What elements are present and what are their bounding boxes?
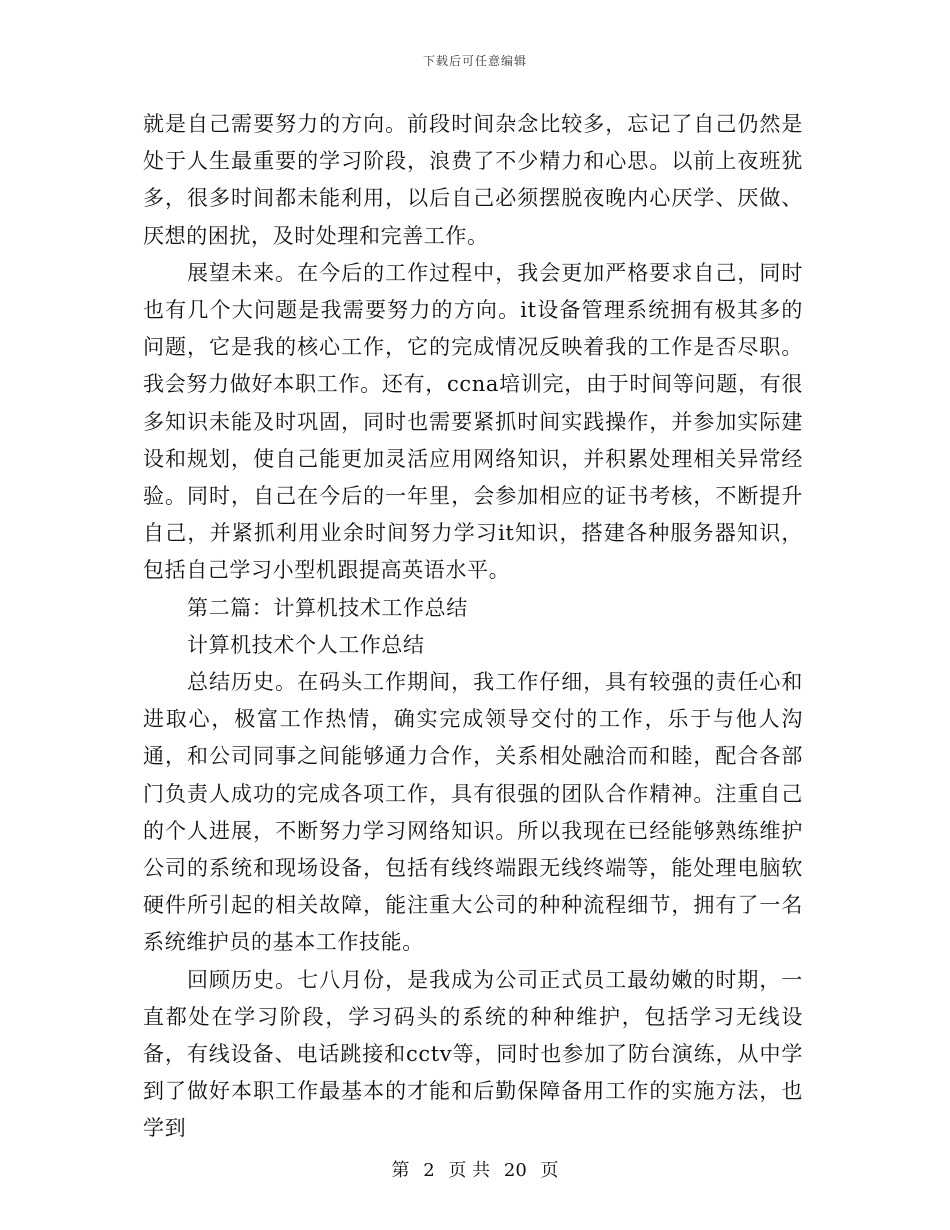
paragraph-3: 总结历史。在码头工作期间，我工作仔细，具有较强的责任心和进取心，极富工作热情，确实完成领导交付的工作，乐于与他人沟通，和公司同事之间能够通力合作，关系相处融洽而和睦，配合各部门负责人成功的完成各项工作，具有很强的团队合作精神。注重自己的个人进展，不断努力学习网络知识。所以我现在已经能够熟练维护公司的系统和现场设备，包括有线终端跟无线终端等，能处理电脑软硬件所引起的相关故障，能注重大公司的种种流程细节，拥有了一名系统维护员的基本工作技能。 — [143, 670, 803, 955]
section-heading: 第二篇：计算机技术工作总结 — [187, 595, 468, 620]
section-subtitle: 计算机技术个人工作总结 — [187, 632, 425, 657]
page-header: 下载后可任意编辑 — [422, 54, 527, 68]
page-footer — [0, 1156, 950, 1182]
paragraph-2: 展望未来。在今后的工作过程中，我会更加严格要求自己，同时也有几个大问题是我需要努力的方向。it设备管理系统拥有极其多的问题，它是我的核心工作，它的完成情况反映着我的工作是否尽职。我会努力做好本职工作。还有，ccna培训完，由于时间等问题，有很多知识未能及时巩固，同时也需要紧抓时间实践操作，并参加实际建设和规划，使自己能更加灵活应用网络知识，并积累处理相关异常经验。同时，自己在今后的一年里，会参加相应的证书考核，不断提升自己，并紧抓利用业余时间努力学习it知识，搭建各种服务器知识，包括自己学习小型机跟提高英语水平。 — [143, 260, 803, 583]
footer-suffix: 页 — [540, 1160, 559, 1181]
document-body — [143, 106, 803, 1148]
footer-middle: 页 共 — [448, 1160, 491, 1181]
paragraph-1: 就是自己需要努力的方向。前段时间杂念比较多，忘记了自己仍然是处于人生最重要的学习阶段，浪费了不少精力和心思。以前上夜班犹多，很多时间都未能利用，以后自己必须摆脱夜晚内心厌学、厌做、厌想的困扰，及时处理和完善工作。 — [143, 112, 803, 248]
footer-prefix: 第 — [391, 1160, 410, 1181]
total-page-count: 20 — [503, 1160, 527, 1181]
paragraph-4: 回顾历史。七八月份，是我成为公司正式员工最幼嫩的时期，一直都处在学习阶段，学习码头的系统的种种维护，包括学习无线设备，有线设备、电话跳接和cctv等，同时也参加了防台演练，从中学到了做好本职工作最基本的才能和后勤保障备用工作的实施方法，也学到 — [143, 967, 803, 1141]
current-page-number: 2 — [423, 1160, 435, 1181]
